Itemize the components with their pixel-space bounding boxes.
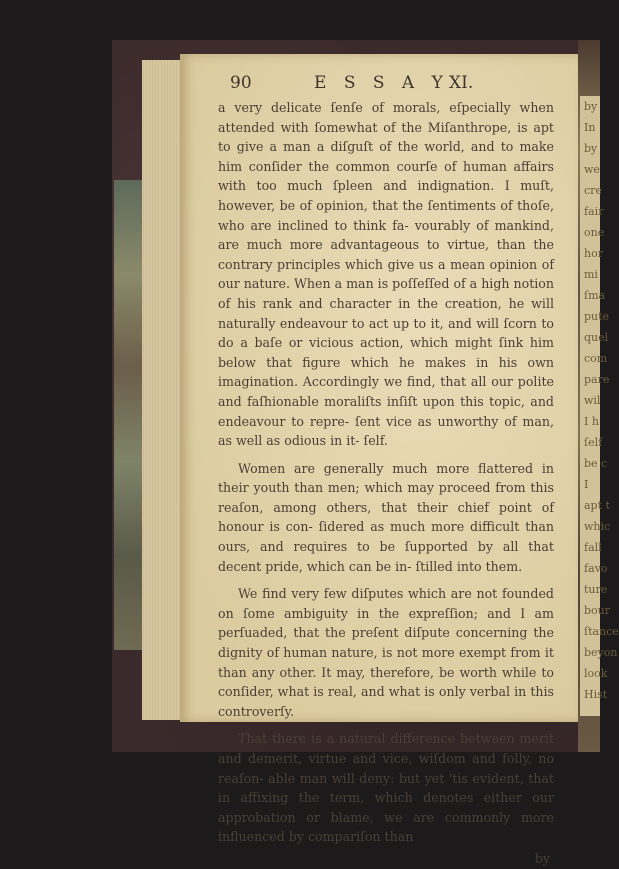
facing-page-fragment-word: ſma [584,289,606,302]
facing-page-fragment-word: I h [584,415,599,428]
facing-page-fragment-word: bour [584,604,611,617]
facing-page-fragment-word: pute [584,310,610,323]
page-body [218,98,554,869]
marbled-endpaper-left [114,180,144,650]
catchword: by [534,850,550,866]
paragraph-3: We find very few diſputes which are not founded on ſome ambiguity in the expreſſion; and I am perſuaded, that the preſent diſpute concerning the dignity of human nature, is not more exempt from it than any other. It may, therefore, be worth while to conſider, what is real, and what is only verbal in this controverſy. [218,586,554,719]
paragraph-1: a very delicate ſenſe of morals, eſpecially when attended with ſomewhat of the Miſanthrope, is apt to give a man a diſguſt of the world, and to make him conſider the common courſe of human affairs with too much ſpleen and indignation. I muſt, however, be of opinion, that the ſentiments of thoſe, who are inclined to think fa- vourably of mankind, are much more advantageous to virtue, than the contrary principles which give us a mean opinion of our nature. When a man is poſſeſſed of a high notion of his rank and character in the creation, he will naturally endeavour to act up to it, and will ſcorn to do a baſe or vicious action, which might ſink him below that figure which he makes in his own imagination. Accordingly we find, that all our polite and faſhionable moraliſts inſiſt upon this topic, and endeavour to repre- ſent vice as unworthy of man, as well as odious in it- ſelf. [218,100,554,449]
facing-page-fragment [580,96,619,716]
facing-page-fragment-word: apt t [584,499,610,512]
facing-page-fragment-word: wil [584,394,601,407]
facing-page-fragment-word: In [584,121,596,134]
paragraph-4: That there is a natural difference between merit and demerit, virtue and vice, wiſdom and folly, no reaſon- able man will deny: but yet 'tis evident, that in affixing the term, which denotes either our approbation or blame, we are commonly more influenced by compariſon than [218,731,554,845]
facing-page-fragment-word: I [584,478,589,491]
page-number: 90 [230,73,252,93]
facing-page-fragment-word: by [584,100,598,113]
facing-page-fragment-word: Hist [584,688,608,701]
facing-page-fragment-word: ture [584,583,608,596]
facing-page-fragment-word: favo [584,562,608,575]
facing-page-fragment-word: we [584,163,600,176]
running-header [230,73,560,93]
facing-page-fragment-word: mi [584,268,598,281]
facing-page-fragment-word: quel [584,331,609,344]
facing-page-fragment-word: pare [584,373,610,386]
essay-number: XI. [449,73,474,93]
facing-page-fragment-word: whic [584,520,611,533]
facing-page-fragment-word: ſelf [584,436,603,449]
facing-page-fragment-word: fall [584,541,602,554]
facing-page-fragment-word: ſtance [584,625,619,638]
facing-page-fragment-word: be c [584,457,608,470]
facing-page-fragment-word: one [584,226,605,239]
facing-page-fragment-word: beyon [584,646,618,659]
facing-page-fragment-word: look [584,667,608,680]
facing-page-fragment-word: com [584,352,608,365]
facing-page-fragment-word: fair [584,205,604,218]
running-title: E S S A Y [314,73,449,93]
paragraph-2: Women are generally much more flattered in their youth than men; which may proceed from this reaſon, among others, that their chief point of honour is con- ſidered as much more difficult than ours, and requires to be ſupported by all that decent pride, which can be in- ſtilled into them. [218,460,554,574]
facing-page-fragment-word: by [584,142,598,155]
facing-page-fragment-word: cre [584,184,602,197]
facing-page-fragment-word: hor [584,247,603,260]
